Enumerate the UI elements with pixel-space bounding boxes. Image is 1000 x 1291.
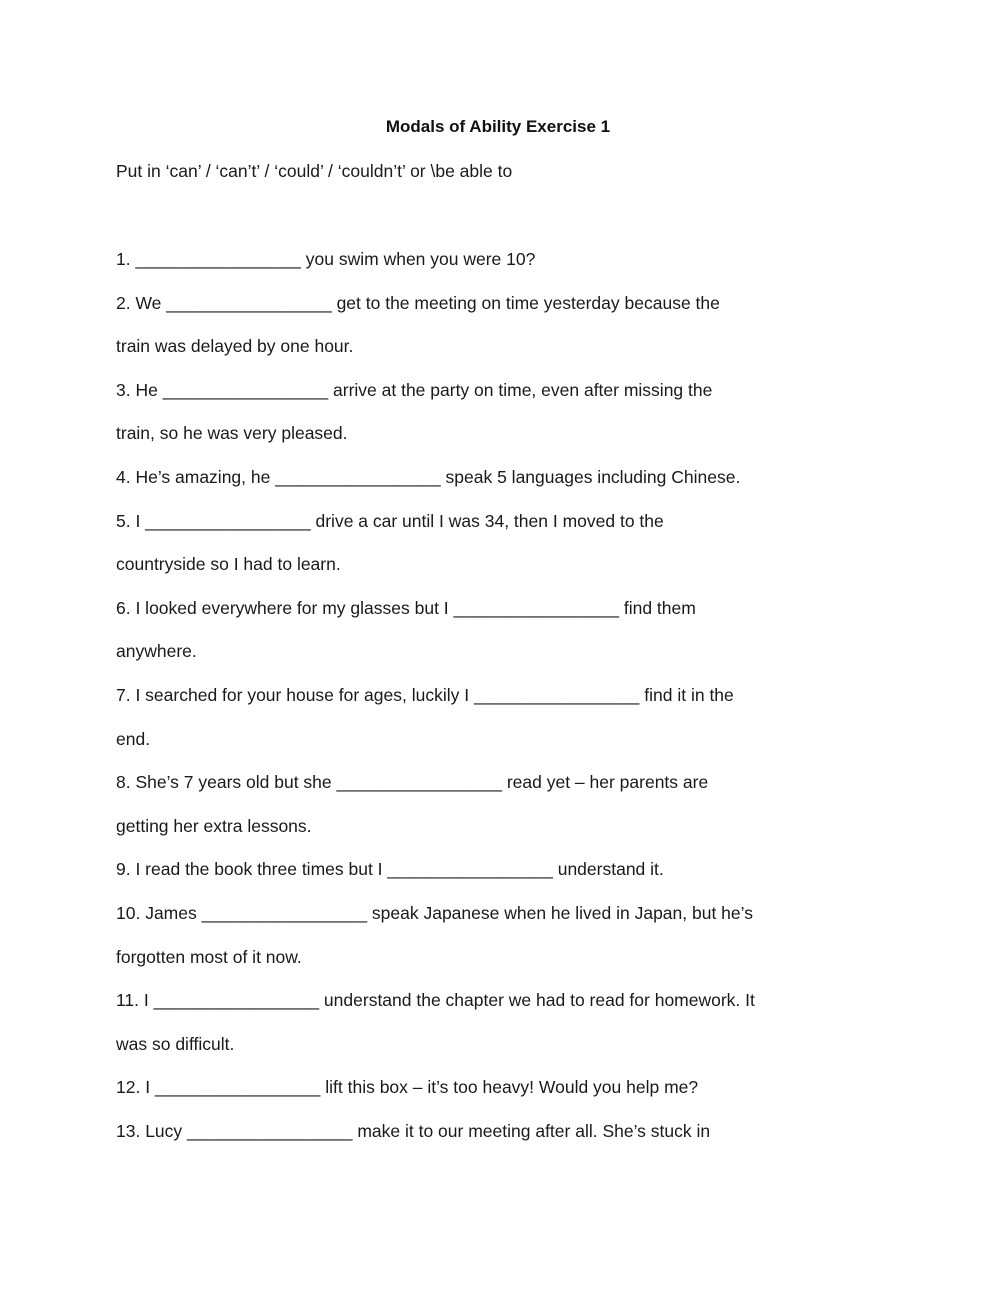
question-line: 11. I _________________ understand the chapter we had to read for homework. It	[116, 990, 755, 1011]
question-line: 12. I _________________ lift this box – it’s too heavy! Would you help me?	[116, 1077, 699, 1098]
question-line: 1. _________________ you swim when you were 10?	[116, 249, 536, 269]
question-line: 5. I _________________ drive a car until I was 34, then I moved to the	[116, 510, 664, 531]
question-line: 3. He _________________ arrive at the party on time, even after missing the	[116, 379, 713, 400]
question-line: forgotten most of it now.	[116, 946, 302, 967]
question-line: countryside so I had to learn.	[116, 554, 341, 575]
question-line: end.	[116, 728, 151, 749]
question-line: 6. I looked everywhere for my glasses but I _________________ find them	[116, 597, 696, 618]
worksheet-instructions: Put in ‘can’ / ‘can’t’ / ‘could’ / ‘couldn’t’ or \be able to	[116, 161, 513, 181]
question-line: 10. James _________________ speak Japanese when he lived in Japan, but he’s	[116, 902, 753, 923]
worksheet-title: Modals of Ability Exercise 1	[385, 117, 611, 136]
question-line: 8. She’s 7 years old but she _________________ read yet – her parents are	[116, 772, 709, 793]
question-list	[116, 248, 816, 1163]
question-line: getting her extra lessons.	[116, 815, 312, 836]
question-line: 9. I read the book three times but I _________________ understand it.	[116, 859, 664, 880]
question-line: 4. He’s amazing, he _________________ speak 5 languages including Chinese.	[116, 466, 741, 487]
question-line: was so difficult.	[116, 1033, 235, 1054]
question-line: train was delayed by one hour.	[116, 336, 354, 357]
question-line: anywhere.	[116, 641, 197, 662]
question-line: 2. We _________________ get to the meeting on time yesterday because the	[116, 292, 720, 313]
question-line: 7. I searched for your house for ages, luckily I _________________ find it in the	[116, 684, 734, 705]
question-line: train, so he was very pleased.	[116, 423, 348, 444]
question-line: 13. Lucy _________________ make it to our meeting after all. She’s stuck in	[116, 1120, 711, 1141]
